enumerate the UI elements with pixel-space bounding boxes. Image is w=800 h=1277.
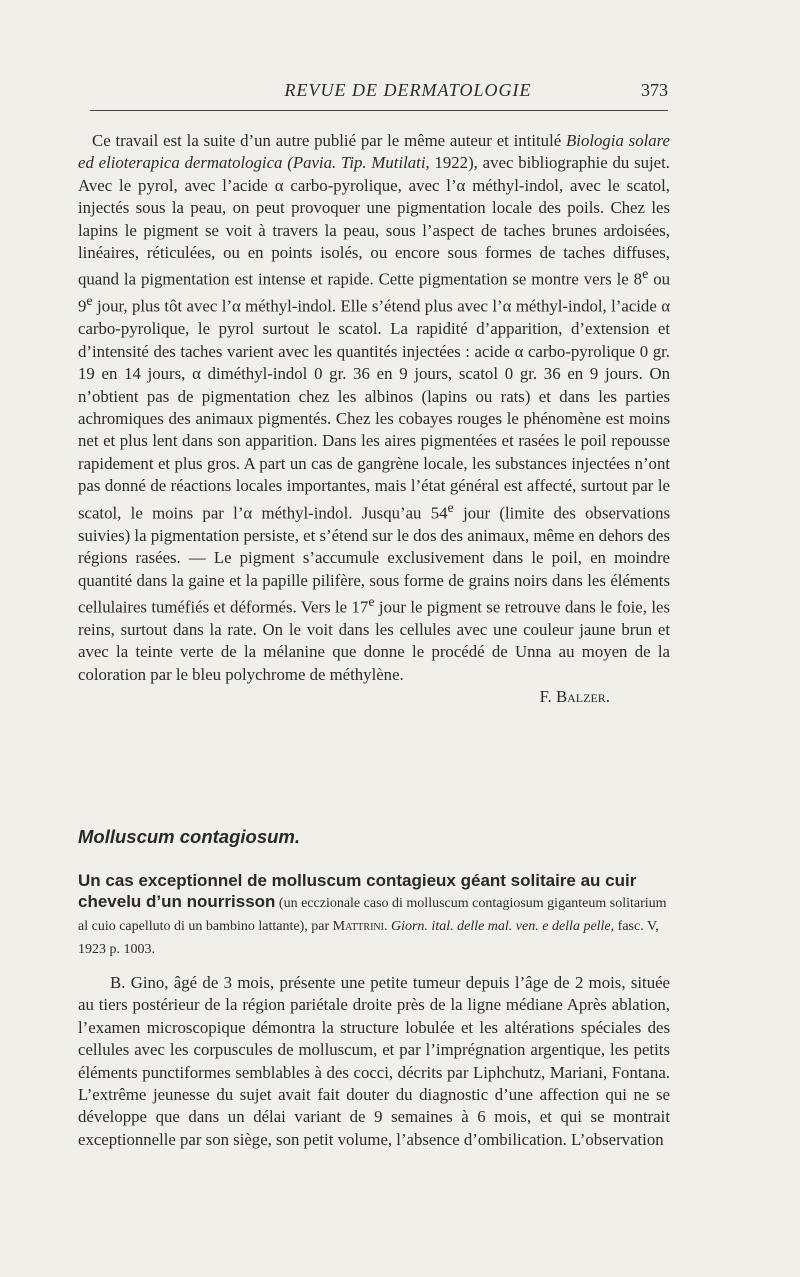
superscript: e (368, 594, 375, 610)
text-run: jour, plus tôt avec l’α méthyl-indol. Elle s’étend plus avec l’α méthyl-indol, l’acide α carbo-pyrolique, le pyrol surtout le scatol. La rapidité d’apparition, d’extension et d’intensité des taches varient avec les quantités injectées : acide α carbo-pyrolique 0 gr. 19 en 14 jours, α diméthyl-indol 0 gr. 36 en 9 jours, scatol 0 gr. 36 en 9 jours. On n’obtient pas de pigmentation chez les albinos (lapins ou rats) et dans les parties achromiques des animaux pigmentés. Chez les cobayes rouges le phénomène est moins net et plus lent dans son apparition. Dans les aires pigmentées et rasées le poil repousse rapidement et plus gros. A part un cas de gangrène locale, les substances injectées n’ont pas donné de réactions locales importantes, mais l’état général est affecté, surtout par le scatol, le moins par l’α méthyl-indol. Jusqu’au 54 (78, 297, 670, 523)
signature-name: F. Balzer. (539, 687, 610, 707)
journal-name: Giorn. ital. delle mal. ven. e della pelle, (390, 919, 615, 934)
entry-heading: Un cas exceptionnel de molluscum contagieux géant solitaire au cuir chevelu d’un nourrisson (un ecczionale caso di molluscum contagiosum giganteum solitarium al cuio capelluto di un bambino lattante), par Mattrini. Giorn. ital. delle mal. ven. e della pelle, fasc. V, 1923 p. 1003. (78, 871, 667, 957)
author-signature (78, 686, 670, 708)
header-rule (90, 110, 668, 111)
reference-title: Biologia solare ed elioterapica dermatologica (Pavia. Tip. Mutilati, (78, 131, 670, 173)
text-run: jour (limite des observations suivies) la pigmentation persiste, et s’étend sur le dos des animaux, même en dehors des régions rasées. — Le pigment s’accumule exclusivement dans le poil, en moindre quantité dans la gaine et la papille pilifère, sous forme de grains noirs dans les éléments cellulaires tuméfiés et déformés. Vers le 17 (78, 503, 670, 617)
article-1-body (78, 130, 670, 709)
superscript: e (86, 294, 93, 310)
page-number: 373 (641, 80, 668, 100)
original-title: (un ecczionale caso di molluscum contagiosum giganteum solitarium al cuio capelluto di un bambino lattante), par (78, 896, 667, 934)
journal-reference: fasc. V, 1923 p. 1003. (78, 919, 659, 957)
section-title: Molluscum contagiosum. (78, 826, 301, 847)
text-run: ou 9 (78, 270, 671, 317)
text-run: jour le pigment se retrouve dans le foie, les reins, surtout dans la rate. On le voit dans les cellules avec une couleur jaune brun et avec la teinte verte de la mélanine que donne le procédé de Unna au moyen de la coloration par le bleu polychrome de méthylène. (78, 597, 670, 684)
text-run: Ce travail est la suite d’un autre publié par le même auteur et intitulé (92, 131, 567, 150)
running-head (78, 80, 668, 114)
author-name: Mattrini (332, 919, 384, 934)
article-2-body: B. Gino, âgé de 3 mois, présente une petite tumeur depuis l’âge de 2 mois, située au tiers postérieur de la région pariétale droite près de la ligne médiane Après ablation, l’examen microscopique démontra la structure lobulée et les altérations spéciales des cellules avec les corpuscules de molluscum, et par l’imprégnation argentique, les petits éléments punctiformes semblables à des cocci, décrits par Liphchutz, Mariani, Fontana. L’extrême jeunesse du sujet avait fait douter du diagnostic d’une affection qui ne se développe que dans un délai variant de 9 semaines à 6 mois, et qui se montrait exceptionnelle par son siège, son petit volume, l’absence d’ombilication. L’observation (78, 973, 670, 1149)
entry-title: Un cas exceptionnel de molluscum contagieux géant solitaire au cuir chevelu d’un nourrisson (78, 871, 637, 911)
superscript: e (642, 267, 649, 283)
superscript: e (447, 500, 454, 516)
running-title: REVUE DE DERMATOLOGIE (284, 80, 532, 100)
text-run: 1922), avec bibliographie du sujet. Avec le pyrol, avec l’acide α carbo-pyrolique, avec l’α méthyl-indol, avec le scatol, injectés sous la peau, on peut provoquer une pigmentation locale des poils. Chez les lapins le pigment se voit à travers la peau, sous l’aspect de taches brunes ardoisées, linéaires, réticulées, ou en points isolés, ou encore sous formes de taches diffuses, quand la pigmentation est intense et rapide. Cette pigmentation se montre vers le 8 (78, 153, 670, 290)
